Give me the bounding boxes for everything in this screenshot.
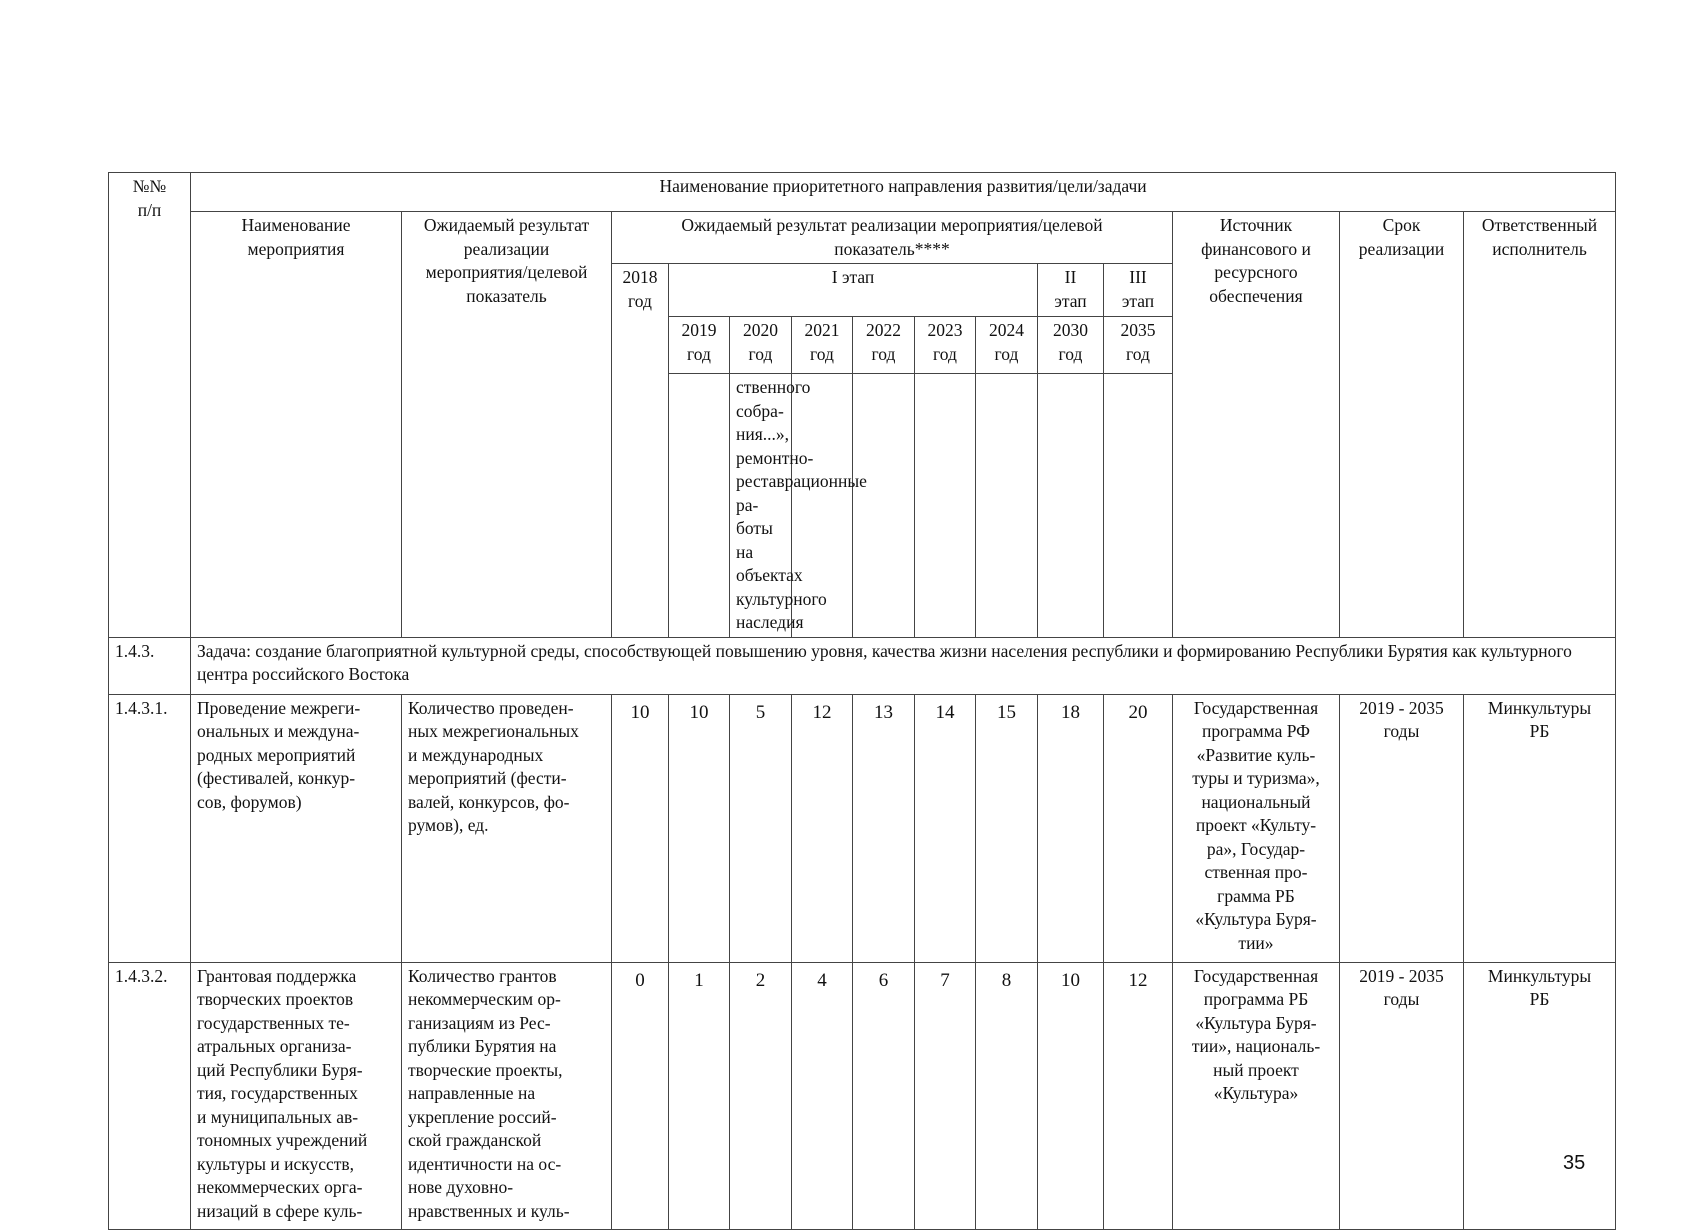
row-num: 1.4.3.2.: [109, 962, 191, 1229]
row-value: 6: [853, 962, 915, 1229]
row-value: 4: [792, 962, 853, 1229]
row-source: Государственная программа РФ «Развитие куль- туры и туризма», национальный проект «Культу- ра», Государ- ственная про- грамма РБ «Культура Буря- тии»: [1173, 694, 1340, 962]
cont-name: ственного собра- ния...», ремонтно- реставрационные ра- боты на объектах культурного наследия: [730, 374, 792, 638]
header-expected-result: Ожидаемый результат реализации мероприятия/целевой показатель: [402, 212, 612, 638]
row-term: 2019 - 2035 годы: [1340, 962, 1464, 1229]
row-source: Государственная программа РБ «Культура Буря- тии», националь- ный проект «Культура»: [1173, 962, 1340, 1229]
header-direction: Наименование приоритетного направления развития/цели/задачи: [191, 173, 1616, 212]
row-value: 15: [976, 694, 1038, 962]
row-value: 10: [612, 694, 669, 962]
header-executor: Ответственный исполнитель: [1464, 212, 1616, 638]
row-value: 7: [915, 962, 976, 1229]
row-executor: Минкультуры РБ: [1464, 962, 1616, 1229]
table-row: [109, 694, 1616, 962]
task-row: [109, 637, 1616, 694]
header-year: 2024 год: [976, 317, 1038, 374]
header-source: Источник финансового и ресурсного обеспечения: [1173, 212, 1340, 638]
row-value: 14: [915, 694, 976, 962]
data-table: [108, 172, 1616, 1230]
row-value: 0: [612, 962, 669, 1229]
row-value: 18: [1038, 694, 1104, 962]
row-event-name: Грантовая поддержка творческих проектов государственных те- атральных организа- ций Республики Буря- тия, государственных и муниципальных ав- тономных учреждений культуры и искусств, некоммерческих орга- низаций в сфере куль-: [191, 962, 402, 1229]
header-year: 2030 год: [1038, 317, 1104, 374]
row-executor: Минкультуры РБ: [1464, 694, 1616, 962]
header-term: Срок реализации: [1340, 212, 1464, 638]
header-year-2018: 2018 год: [612, 264, 669, 638]
row-value: 12: [1104, 962, 1173, 1229]
row-value: 10: [1038, 962, 1104, 1229]
row-num: 1.4.3.1.: [109, 694, 191, 962]
header-row-2: [109, 212, 1616, 264]
header-stage-1: I этап: [669, 264, 1038, 317]
row-result: Количество грантов некоммерческим ор- ганизациям из Рес- публики Бурятия на творческие проекты, направленные на укрепление россий- ской гражданской идентичности на ос- нове духовно- нравственных и куль-: [402, 962, 612, 1229]
header-stage-2: II этап: [1038, 264, 1104, 317]
row-value: 10: [669, 694, 730, 962]
header-year: 2023 год: [915, 317, 976, 374]
row-value: 20: [1104, 694, 1173, 962]
header-num: №№ п/п: [109, 173, 191, 638]
row-value: 2: [730, 962, 792, 1229]
row-value: 12: [792, 694, 853, 962]
header-stage-3: III этап: [1104, 264, 1173, 317]
header-year: 2035 год: [1104, 317, 1173, 374]
header-year: 2021 год: [792, 317, 853, 374]
header-year: 2022 год: [853, 317, 915, 374]
cont-num: [669, 374, 730, 638]
row-term: 2019 - 2035 годы: [1340, 694, 1464, 962]
header-year: 2019 год: [669, 317, 730, 374]
row-result: Количество проведен- ных межрегиональных и международных мероприятий (фести- валей, конкурсов, фо- румов), ед.: [402, 694, 612, 962]
row-value: 5: [730, 694, 792, 962]
task-num: 1.4.3.: [109, 637, 191, 694]
header-event-name: Наименование мероприятия: [191, 212, 402, 638]
task-text: Задача: создание благоприятной культурной среды, способствующей повышению уровня, качества жизни населения республики и формированию Республики Бурятия как культурного центра российского Востока: [191, 637, 1616, 694]
row-value: 8: [976, 962, 1038, 1229]
row-value: 13: [853, 694, 915, 962]
row-value: 1: [669, 962, 730, 1229]
header-row-1: [109, 173, 1616, 212]
header-expected-result-indicator: Ожидаемый результат реализации мероприятия/целевой показатель****: [612, 212, 1173, 264]
page-number: 35: [1563, 1152, 1586, 1174]
row-event-name: Проведение межреги- ональных и междуна- родных мероприятий (фестивалей, конкур- сов, форумов): [191, 694, 402, 962]
header-year: 2020 год: [730, 317, 792, 374]
table-row: [109, 962, 1616, 1229]
